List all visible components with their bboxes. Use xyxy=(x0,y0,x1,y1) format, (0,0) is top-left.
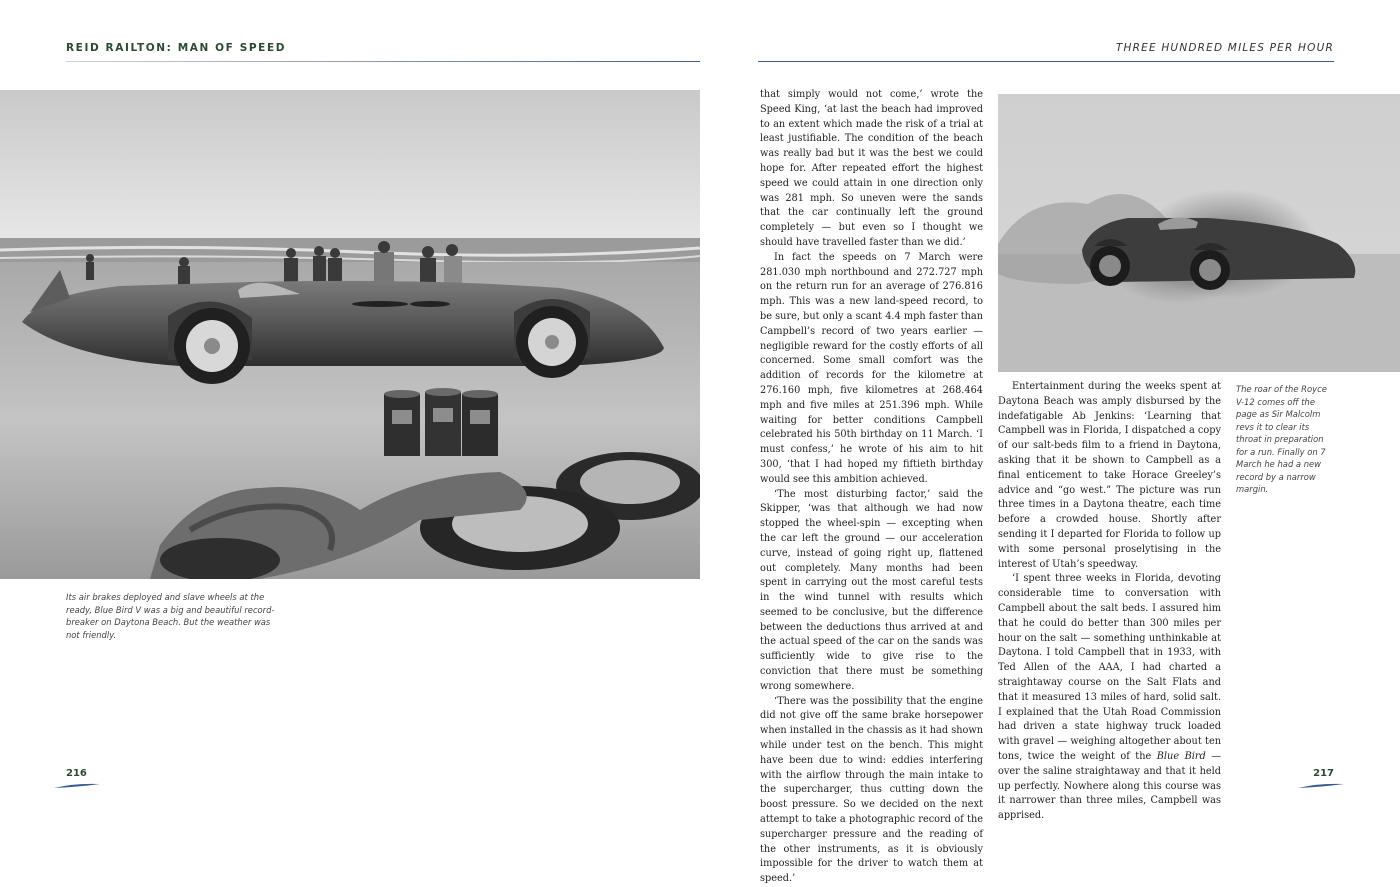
folio-swoosh-right xyxy=(1298,782,1344,790)
body-column-1 xyxy=(760,88,983,887)
blue-bird-beach-photo xyxy=(0,90,700,579)
paragraph-text: ‘I spent three weeks in Florida, devoting considerable time to conversation with Campbell about the salt beds. I assured him that he could do better than 300 miles per hour on the salt — something unthinkable at Daytona. I told Campbell that in 1933, with Ted Allen of the AAA, I had charted a straightaway course on the Salt Flats and that it measured 13 miles of hard, solid salt. I explained that the Utah Road Commission had driven a state highway truck loaded with gravel — weighing altogether about ten tons, twice the weight of the xyxy=(998,573,1221,762)
page-number-left: 216 xyxy=(66,768,87,779)
paragraph: ‘There was the possibility that the engine did not give off the same brake horsepower when installed in the chassis as it had shown while under test on the bench. This might have been due to wind: eddies interfering with the airflow through the main intake to the supercharger, thus cutting down the boost pressure. So we decided on the next attempt to take a photographic record of the supercharger pressure and the reading of the other instruments, as it is obviously impossible for the driver to watch them at speed.’ xyxy=(760,695,983,885)
paragraph: In fact the speeds on 7 March were 281.030 mph northbound and 272.727 mph on the return run for an average of 276.816 mph. This was a new land-speed record, to be sure, but only a scant 4.4 mph faster than Campbell’s record of two years earlier — negligible reward for the costly efforts of all concerned. Some small comfort was the addition of records for the kilometre at 276.160 mph, five kilometres at 268.464 mph and five miles at 251.396 mph. While waiting for better conditions Campbell celebrated his 50th birthday on 11 March. ‘I must confess,’ he wrote of his aim to hit 300, ‘that I had hoped my fiftieth birthday would see this ambition achieved. xyxy=(760,251,983,485)
blue-bird-revving-photo xyxy=(998,94,1400,372)
body-column-2 xyxy=(998,380,1221,824)
paragraph: ‘The most disturbing factor,’ said the Skipper, ‘was that although we had now stopped the wheel-spin — excepting when the car left the ground — our acceleration curve, instead of going right up, flattened out completely. Many months had been spent in carrying out the most careful tests in the wind tunnel with results which seemed to be conclusive, but the difference between the deductions thus arrived at and the actual speed of the car on the sands was sufficiently wide to give rise to the conviction that there must be something wrong somewhere. xyxy=(760,488,983,692)
paragraph-text: — over the saline straightaway and that it held up perfectly. Nowhere along this course was it narrower than three miles, Campbell was apprised. xyxy=(998,750,1221,822)
header-rule-left xyxy=(66,61,700,62)
italic-title: Blue Bird xyxy=(1156,750,1206,762)
paragraph: Entertainment during the weeks spent at Daytona Beach was amply disbursed by the indefatigable Ab Jenkins: ‘Learning that Campbell was in Florida, I dispatched a copy of our salt-beds film to a friend in Daytona, asking that it be shown to Campbell as a final enticement to take Horace Greeley’s advice and “go west.” The picture was run three times in a Daytona theatre, each time before a crowded house. Shortly after sending it I departed for Florida to follow up with some personal proselytising in the interest of Utah’s speedway. xyxy=(998,381,1221,570)
page-number-right: 217 xyxy=(1313,768,1334,779)
paragraph: that simply would not come,’ wrote the Speed King, ‘at last the beach had improved to an extent which made the risk of a trial at least justifiable. The condition of the beach was really bad but it was the best we could hope for. After repeated effort the highest speed we could attain in one direction only was 281 mph. So uneven were the sands that the car continually left the ground completely — but even so I thought we should have travelled faster than we did.’ xyxy=(760,89,983,248)
header-rule-right xyxy=(758,61,1334,62)
folio-swoosh-left xyxy=(54,782,100,790)
right-photo-caption: The roar of the Royce V-12 comes off the page as Sir Malcolm revs it to clear its throat in preparation for a run. Finally on 7 March he had a new record by a narrow margin. xyxy=(1236,384,1327,494)
left-photo-caption: Its air brakes deployed and slave wheels at the ready, Blue Bird V was a big and beautiful record-breaker on Daytona Beach. But the weather was not friendly. xyxy=(66,592,275,641)
running-header-right: THREE HUNDRED MILES PER HOUR xyxy=(1115,42,1334,54)
paragraph xyxy=(998,572,1221,824)
running-header-left: REID RAILTON: MAN OF SPEED xyxy=(66,42,287,54)
